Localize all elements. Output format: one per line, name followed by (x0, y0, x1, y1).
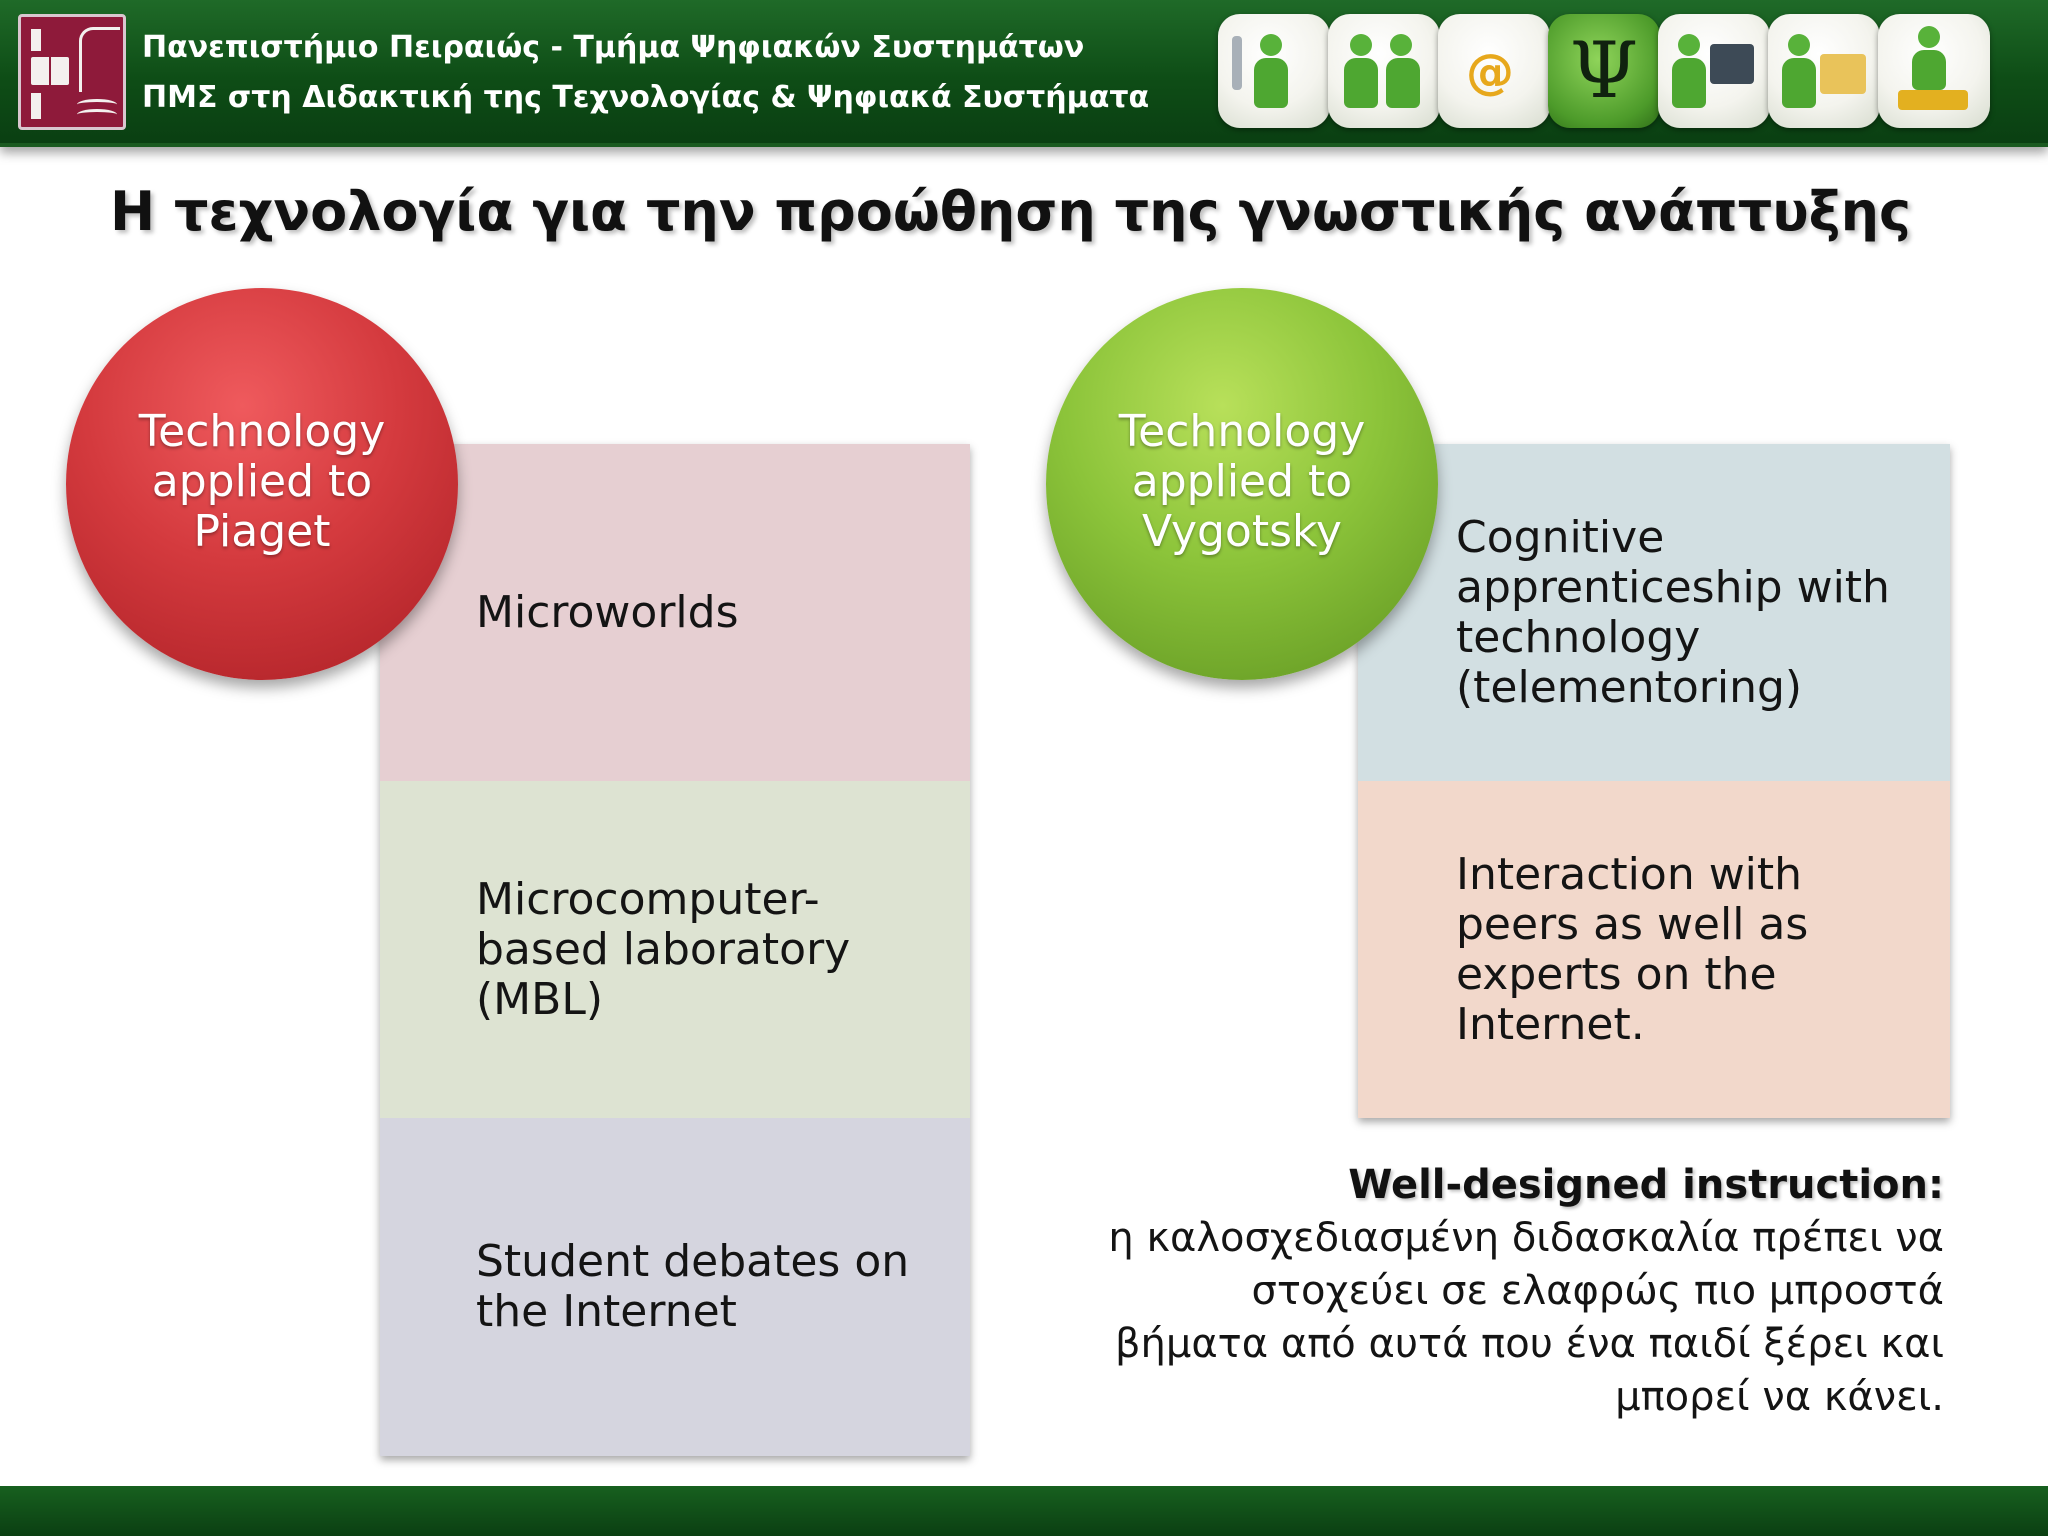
vygotsky-stack (1358, 444, 1950, 1118)
vygotsky-circle (1046, 288, 1438, 680)
figure-head (1350, 34, 1372, 56)
logo-pillar-bottom (31, 93, 41, 119)
vygotsky-item-label: Cognitive apprenticeship with technology (telementoring) (1456, 511, 1890, 713)
vygotsky-item-apprenticeship (1358, 444, 1950, 781)
vygotsky-circle-label: Technology applied to Vygotsky (1118, 406, 1366, 557)
header-band (0, 0, 2048, 147)
figure-puzzle-icon (1878, 14, 1990, 128)
psi-symbol: Ψ (1569, 26, 1639, 116)
slide-title: Η τεχνολογία για την προώθηση της γνωστικής ανάπτυξης (110, 180, 1912, 243)
figure-body (1782, 58, 1816, 108)
figure-body (1912, 50, 1946, 90)
piaget-circle (66, 288, 458, 680)
piaget-item-label: Microcomputer-based laboratory (MBL) (476, 873, 851, 1025)
figure-body (1386, 58, 1420, 108)
figure-head (1390, 34, 1412, 56)
figure-body (1254, 58, 1288, 108)
figure-body (1344, 58, 1378, 108)
piaget-item-label: Microworlds (476, 586, 739, 638)
psi-head-icon (1548, 14, 1660, 128)
figure-body (1672, 58, 1706, 108)
header-program: ΠΜΣ στη Διδακτική της Τεχνολογίας & Ψηφιακά Συστήματα (142, 80, 1150, 115)
piaget-item-mbl (380, 781, 970, 1118)
university-logo (18, 14, 126, 130)
piaget-stack (380, 444, 970, 1456)
figure-laptop-icon (1658, 14, 1770, 128)
logo-pillar-top (31, 29, 41, 51)
piaget-item-microworlds (380, 444, 970, 781)
vygotsky-item-label: Interaction with peers as well as experts on the Internet. (1456, 848, 1809, 1050)
note-body: η καλοσχεδιασμένη διδασκαλία πρέπει να στοχεύει σε ελαφρώς πιο μπροστά βήματα από αυτά που ένα παιδί ξέρει και μπορεί να κάνει. (1108, 1215, 1944, 1420)
figure-head (1260, 34, 1282, 56)
cable-prop (1232, 36, 1242, 90)
at-symbol: @ (1466, 44, 1514, 100)
folder-prop (1820, 54, 1866, 94)
header-university: Πανεπιστήμιο Πειραιώς - Τμήμα Ψηφιακών Συστημάτων (142, 30, 1085, 65)
vygotsky-item-interaction (1358, 781, 1950, 1118)
piaget-item-label: Student debates on the Internet (476, 1236, 910, 1337)
figure-cables-icon (1218, 14, 1330, 128)
footer-band (0, 1486, 2048, 1536)
logo-wave (77, 109, 117, 120)
figure-head (1678, 34, 1700, 56)
figure-head (1918, 26, 1940, 48)
note-title: Well-designed instruction: (1348, 1162, 1944, 1208)
figures-reading-icon (1328, 14, 1440, 128)
logo-book-icon (31, 57, 69, 85)
figure-at-sign-icon (1438, 14, 1550, 128)
piaget-circle-label: Technology applied to Piaget (138, 406, 386, 557)
laptop-prop (1710, 44, 1754, 84)
piaget-item-debates (380, 1118, 970, 1456)
figure-head (1788, 34, 1810, 56)
figure-folder-icon (1768, 14, 1880, 128)
puzzle-prop (1898, 90, 1968, 110)
logo-figure (79, 27, 120, 92)
